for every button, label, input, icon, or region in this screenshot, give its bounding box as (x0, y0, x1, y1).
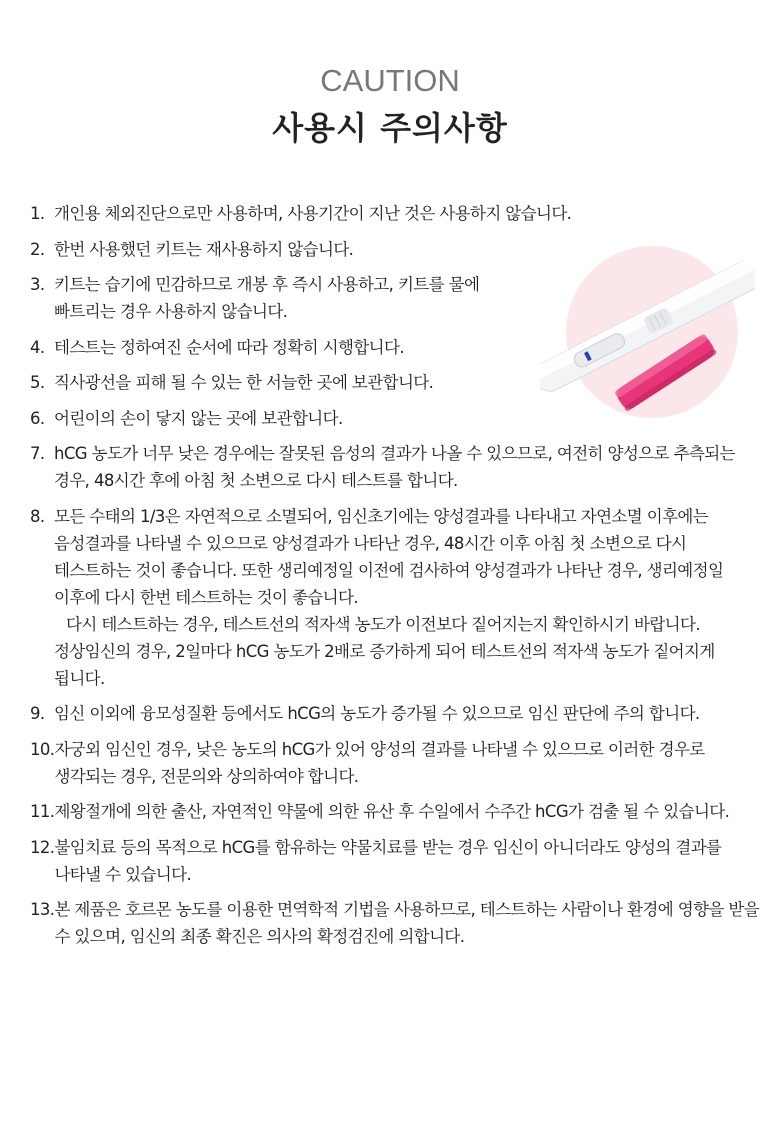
list-item (30, 896, 760, 950)
item-text: 직사광선을 피해 될 수 있는 한 서늘한 곳에 보관합니다. (54, 373, 434, 392)
list-item (30, 736, 760, 790)
list-item (30, 700, 760, 727)
list-item (30, 834, 760, 888)
item-text: 불임치료 등의 목적으로 hCG를 함유하는 약물치료를 받는 경우 임신이 아니더라도 양성의 결과를 나타낼 수 있습니다. (54, 837, 722, 884)
item-text: 임신 이외에 융모성질환 등에서도 hCG의 농도가 증가될 수 있으므로 임신 판단에 주의 합니다. (54, 704, 700, 723)
item-number: 7. (30, 444, 45, 463)
item-number: 12. (30, 837, 55, 857)
item-text: 제왕절개에 의한 출산, 자연적인 약물에 의한 유산 후 수일에서 수주간 hCG가 검출 될 수 있습니다. (54, 802, 730, 821)
list-item (30, 798, 760, 825)
item-text: 자궁외 임신인 경우, 낮은 농도의 hCG가 있어 양성의 결과를 나타낼 수 있으므로 이러한 경우로 생각되는 경우, 전문의와 상의하여야 합니다. (54, 739, 705, 786)
pregnancy-test-kit-icon (540, 244, 755, 419)
header (0, 62, 780, 150)
item-number: 2. (30, 239, 45, 259)
item-number: 13. (30, 900, 55, 919)
item-text: 개인용 체외진단으로만 사용하며, 사용기간이 지난 것은 사용하지 않습니다. (54, 204, 572, 223)
item-text: 키트는 습기에 민감하므로 개봉 후 즉시 사용하고, 키트를 물에 빠트리는 경우 사용하지 않습니다. (54, 275, 480, 321)
item-number: 3. (30, 275, 45, 294)
caution-eyebrow: CAUTION (320, 63, 460, 98)
page-title: 사용시 주의사항 (272, 109, 508, 147)
item-text: 어린이의 손이 닿지 않는 곳에 보관합니다. (54, 408, 343, 428)
item-text-group (54, 503, 760, 692)
item-text: 본 제품은 호르몬 농도를 이용한 면역학적 기법을 사용하므로, 테스트하는 사람이나 환경에 영향을 받을 수 있으며, 임신의 최종 확진은 의사의 확정검진에 의합니다. (54, 900, 760, 946)
item-number: 8. (30, 506, 45, 526)
item-number: 4. (30, 337, 45, 357)
item-number: 1. (30, 204, 45, 223)
item-text: hCG 농도가 너무 낮은 경우에는 잘못된 음성의 결과가 나올 수 있으므로, 여전히 양성으로 추측되는 경우, 48시간 후에 아침 첫 소변으로 다시 테스트를 합니다. (54, 444, 735, 490)
item-number: 11. (30, 802, 55, 821)
item-number: 10. (30, 739, 55, 759)
list-item (30, 200, 760, 227)
item-number: 5. (30, 373, 45, 392)
item-text: 모든 수태의 1/3은 자연적으로 소멸되어, 임신초기에는 양성결과를 나타내고 자연소멸 이후에는 음성결과를 나타낼 수 있으므로 양성결과가 나타난 경우, 48시간 이후 아침 첫 소변으로 다시 테스트하는 것이 좋습니다. 또한 생리예정일 이전에 검사하여 양성결과가 나타난 경우, 생리예정일 이후에 다시 한번 테스트하는 것이 좋습니다. (54, 506, 724, 607)
item-text-continued: 다시 테스트하는 경우, 테스트선의 적자색 농도가 이전보다 짙어지는지 확인하시기 바랍니다. 정상임신의 경우, 2일마다 hCG 농도가 2배로 증가하게 되어 테스트선의 적자색 농도가 짙어지게 됩니다. (54, 614, 715, 688)
list-item (30, 440, 760, 494)
list-item (30, 503, 760, 692)
item-number: 9. (30, 704, 45, 723)
item-number: 6. (30, 408, 45, 428)
item-text: 테스트는 정하여진 순서에 따라 정확히 시행합니다. (54, 337, 404, 357)
item-text: 한번 사용했던 키트는 재사용하지 않습니다. (54, 239, 354, 259)
product-image (540, 244, 755, 419)
